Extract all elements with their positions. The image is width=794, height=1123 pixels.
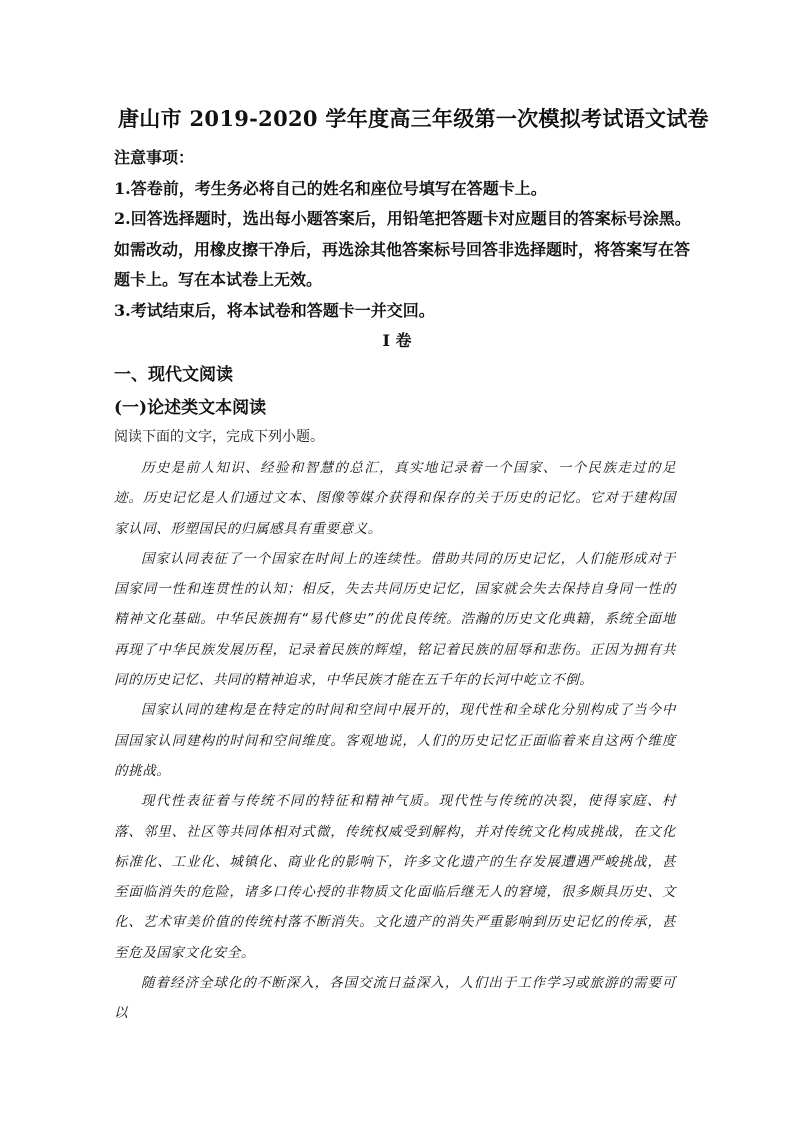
volume-mark: I 卷 — [382, 331, 412, 350]
passage-paragraph: 国家认同表征了一个国家在时间上的连续性。借助共同的历史记忆，人们能形成对于国家同一性和连贯性的认知；相反，失去共同历史记忆，国家就会失去保持自身同一性的精神文化基础。中华民族拥有“易代修史”的优良传统。浩瀚的历史文化典籍，系统全面地再现了中华民族发展历程，记录着民族的辉煌，铭记着民族的屈辱和悲伤。正因为拥有共同的历史记忆、共同的精神追求，中华民族才能在五千年的长河中屹立不倒。 — [114, 550, 676, 689]
passage-paragraph: 现代性表征着与传统不同的特征和精神气质。现代性与传统的决裂，使得家庭、村落、邻里、社区等共同体相对式微，传统权威受到解构，并对传统文化构成挑战，在文化标准化、工业化、城镇化、商业化的影响下，许多文化遗产的生存发展遭遇严峻挑战，甚至面临消失的危险，诸多口传心授的非物质文化面临后继无人的窘境，很多颇具历史、文化、艺术审美价值的传统村落不断消失。文化遗产的消失严重影响到历史记忆的传承，甚至危及国家文化安全。 — [114, 793, 676, 961]
passage-paragraph: 国家认同的建构是在特定的时间和空间中展开的，现代性和全球化分别构成了当今中国国家认同建构的时间和空间维度。客观地说，人们的历史记忆正面临着来自这两个维度的挑战。 — [114, 702, 676, 779]
reading-passage — [114, 453, 676, 1029]
notes-heading: 注意事项： — [114, 148, 195, 167]
notes-section — [114, 143, 694, 326]
exam-title: 唐山市 2019-2020 学年度高三年级第一次模拟考试语文试卷 — [118, 106, 709, 131]
note-item-3: 3.考试结束后，将本试卷和答题卡一并交回。 — [114, 300, 435, 320]
passage-paragraph: 历史是前人知识、经验和智慧的总汇，真实地记录着一个国家、一个民族走过的足迹。历史记忆是人们通过文本、图像等媒介获得和保存的关于历史的记忆。它对于建构国家认同、形塑国民的归属感具有重要意义。 — [114, 460, 676, 537]
note-item-1: 1.答卷前，考生务必将自己的姓名和座位号填写在答题卡上。 — [114, 178, 547, 198]
subsection-heading: (一)论述类文本阅读 — [114, 398, 267, 418]
note-item-2: 2.回答选择题时，选出每小题答案后，用铅笔把答题卡对应题目的答案标号涂黑。如需改动，用橡皮擦干净后，再选涂其他答案标号回答非选择题时，将答案写在答题卡上。写在本试卷上无效。 — [114, 209, 691, 289]
reading-instruction: 阅读下面的文字，完成下列小题。 — [114, 429, 324, 445]
passage-paragraph: 随着经济全球化的不断深入，各国交流日益深入，人们出于工作学习或旅游的需要可以 — [114, 975, 676, 1022]
section-heading: 一、现代文阅读 — [114, 365, 233, 385]
